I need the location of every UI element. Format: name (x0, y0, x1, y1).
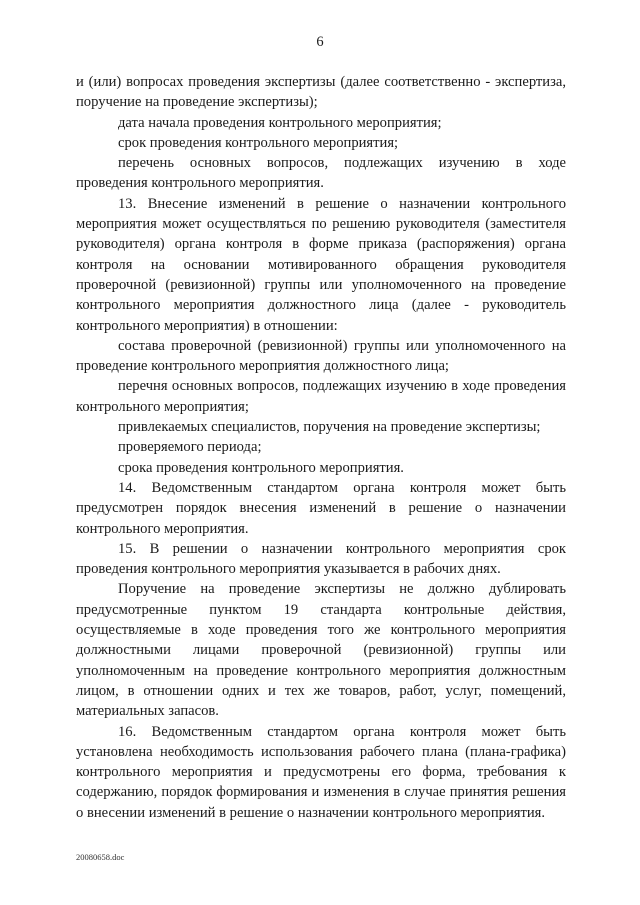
paragraph-item-14: 14. Ведомственным стандартом органа контроля может быть предусмотрен порядок внесения изменений в решение о назначении контрольного мероприятия. (76, 479, 566, 537)
paragraph-specialists: привлекаемых специалистов, поручения на проведение экспертизы; (118, 419, 541, 436)
paragraph-item-16: 16. Ведомственным стандартом органа контроля может быть установлена необходимость использования рабочего плана (плана-графика) контрольного мероприятия и предусмотрены его форма, требования к содержанию, порядок формирования и изменения в случае принятия решения о внесении изменений в решение о назначении контрольного мероприятия. (76, 723, 566, 821)
paragraph-expertise-order: Поручение на проведение экспертизы не должно дублировать предусмотренные пунктом 19 стандарта контрольные действия, осуществляемые в ходе проведения того же контрольного мероприятия должностными лицами проверочной (ревизионной) группы или уполномоченным на проведение контрольного мероприятия должностным лицом, в отношении одних и тех же товаров, работ, услуг, помещений, материальных запасов. (76, 581, 566, 720)
paragraph-event-duration: срока проведения контрольного мероприятия. (118, 459, 404, 476)
paragraph-group-composition: состава проверочной (ревизионной) группы или уполномоченного на проведение контрольного мероприятия должностного лица; (76, 337, 566, 375)
footer-document-name: 20080658.doc (76, 852, 125, 862)
paragraph-duration: срок проведения контрольного мероприятия; (118, 134, 399, 151)
document-body (76, 72, 566, 823)
paragraph-item-15: 15. В решении о назначении контрольного мероприятия срок проведения контрольного мероприятия указывается в рабочих днях. (76, 540, 566, 578)
page-number: 6 (316, 34, 324, 50)
paragraph-audited-period: проверяемого периода; (118, 439, 262, 456)
paragraph-item-13: 13. Внесение изменений в решение о назначении контрольного мероприятия может осуществляться по решению руководителя (заместителя руководителя) органа контроля в форме приказа (распоряжения) органа контроля на основании мотивированного обращения руководителя проверочной (ревизионной) группы или уполномоченного на проведение контрольного мероприятия должностного лица (далее - руководитель контрольного мероприятия) в отношении: (76, 195, 566, 334)
paragraph-expertise-questions: и (или) вопросах проведения экспертизы (далее соответственно - экспертиза, поручение на проведение экспертизы); (76, 74, 566, 111)
paragraph-start-date: дата начала проведения контрольного мероприятия; (118, 114, 442, 131)
paragraph-questions-list: перечня основных вопросов, подлежащих изучению в ходе проведения контрольного мероприятия; (76, 378, 566, 415)
paragraph-main-questions: перечень основных вопросов, подлежащих изучению в ходе проведения контрольного мероприятия. (76, 155, 566, 192)
